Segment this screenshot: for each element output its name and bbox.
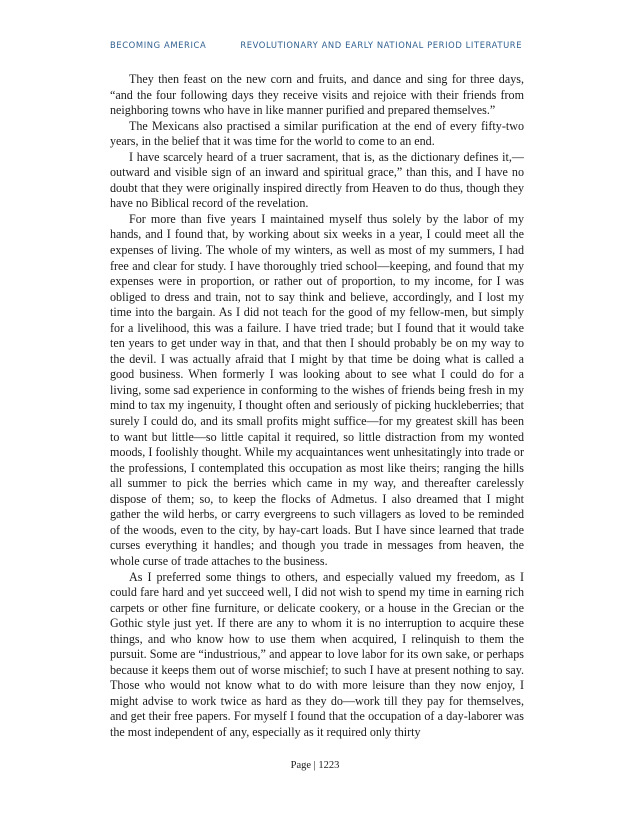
paragraph: They then feast on the new corn and fruits, and dance and sing for three days, “and the four following days they receive visits and rejoice with their friends from neighboring towns who have in like manner purified and prepared themselves.” <box>110 72 524 118</box>
body-text <box>110 72 524 741</box>
header-book-title: BECOMING AMERICA <box>110 40 207 50</box>
paragraph: I have scarcely heard of a truer sacrament, that is, as the dictionary defines it,—outward and visible sign of an inward and spiritual grace,” than this, and I have no doubt that they were originally inspired directly from Heaven to do thus, though they have no Biblical record of the revelation. <box>110 149 524 211</box>
running-header <box>110 40 530 50</box>
header-section-title: REVOLUTIONARY AND EARLY NATIONAL PERIOD LITERATURE <box>240 40 523 50</box>
paragraph: The Mexicans also practised a similar purification at the end of every fifty-two years, in the belief that it was time for the world to come to an end. <box>110 118 524 149</box>
paragraph: As I preferred some things to others, and especially valued my freedom, as I could fare hard and yet succeed well, I did not wish to spend my time in earning rich carpets or other fine furniture, or delicate cookery, or a house in the Grecian or the Gothic style just yet. If there are any to whom it is no interruption to acquire these things, and who know how to use them when acquired, I relinquish to them the pursuit. Some are “industrious,” and appear to love labor for its own sake, or perhaps because it keeps them out of worse mischief; to such I have at present nothing to say. Those who would not know what to do with more leisure than they now enjoy, I might advise to work twice as hard as they do—work till they pay for themselves, and get their free papers. For myself I found that the occupation of a day-laborer was the most independent of any, especially as it required only thirty <box>110 569 524 739</box>
paragraph: For more than five years I maintained myself thus solely by the labor of my hands, and I found that, by working about six weeks in a year, I could meet all the expenses of living. The whole of my winters, as well as most of my summers, I had free and clear for study. I have thoroughly tried school—keeping, and found that my expenses were in proportion, or rather out of proportion, to my income, for I was obliged to dress and train, not to say think and believe, accordingly, and I lost my time into the bargain. As I did not teach for the good of my fellow-men, but simply for a livelihood, this was a failure. I have tried trade; but I found that it would take ten years to get under way in that, and that then I should probably be on my way to the devil. I was actually afraid that I might by that time be doing what is called a good business. When formerly I was looking about to see what I could do for a living, some sad experience in conforming to the wishes of friends being fresh in my mind to tax my ingenuity, I thought often and seriously of picking huckleberries; that surely I could do, and its small profits might suffice—for my greatest skill has been to want but little—so little capital it required, so little distraction from my wonted moods, I foolishly thought. While my acquaintances went unhesitatingly into trade or the professions, I contemplated this occupation as most like theirs; ranging the hills all summer to pick the berries which came in my way, and thereafter carelessly dispose of them; so, to keep the flocks of Admetus. I also dreamed that I might gather the wild herbs, or carry evergreens to such villagers as loved to be reminded of the woods, even to the city, by hay-cart loads. But I have since learned that trade curses everything it handles; and though you trade in messages from heaven, the whole curse of trade attaches to the business. <box>110 211 524 568</box>
page-number: Page | 1223 <box>290 760 340 771</box>
